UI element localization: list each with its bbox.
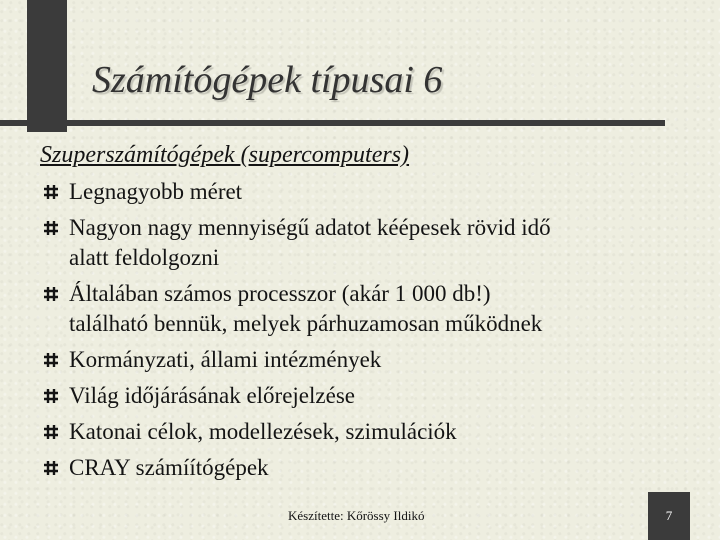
title-underline-bar [0,120,665,126]
decorative-left-bar [27,0,67,132]
bullet-item [42,417,682,447]
hash-bullet-icon [44,389,58,403]
hash-bullet-icon [44,287,58,301]
page-number-box [648,492,690,540]
bullet-text: Katonai célok, modellezések, szimulációk [69,419,457,444]
page-number: 7 [665,508,673,523]
bullet-text: Legnagyobb méret [69,179,243,204]
footer-author: Készítette: Kőrössy Ildikó [288,508,425,523]
hash-bullet-icon [44,221,58,235]
bullet-text-continuation: alatt feldolgozni [69,245,220,270]
hash-bullet-icon [44,461,58,475]
bullet-text: CRAY számíítógépek [69,455,269,480]
bullet-item [42,381,682,411]
bullet-item [42,345,682,375]
bullet-text-continuation: található bennük, melyek párhuzamosan működnek [69,311,543,336]
bullet-text: Általában számos processzor (akár 1 000 db!) [69,281,491,306]
bullet-text: Kormányzati, állami intézmények [69,347,382,372]
hash-bullet-icon [44,353,58,367]
bullet-item [42,213,682,273]
bullet-text: Világ időjárásának előrejelzése [69,383,355,408]
slide-title: Számítógépek típusai 6 [92,59,443,101]
bullet-text: Nagyon nagy mennyiségű adatot kéépesek rövid idő [69,215,551,240]
section-heading: Szuperszámítógépek (supercomputers) [40,142,410,168]
hash-bullet-icon [44,185,58,199]
hash-bullet-icon [44,425,58,439]
bullet-item [42,453,682,483]
bullet-list [42,177,682,489]
bullet-item [42,279,682,339]
bullet-item [42,177,682,207]
